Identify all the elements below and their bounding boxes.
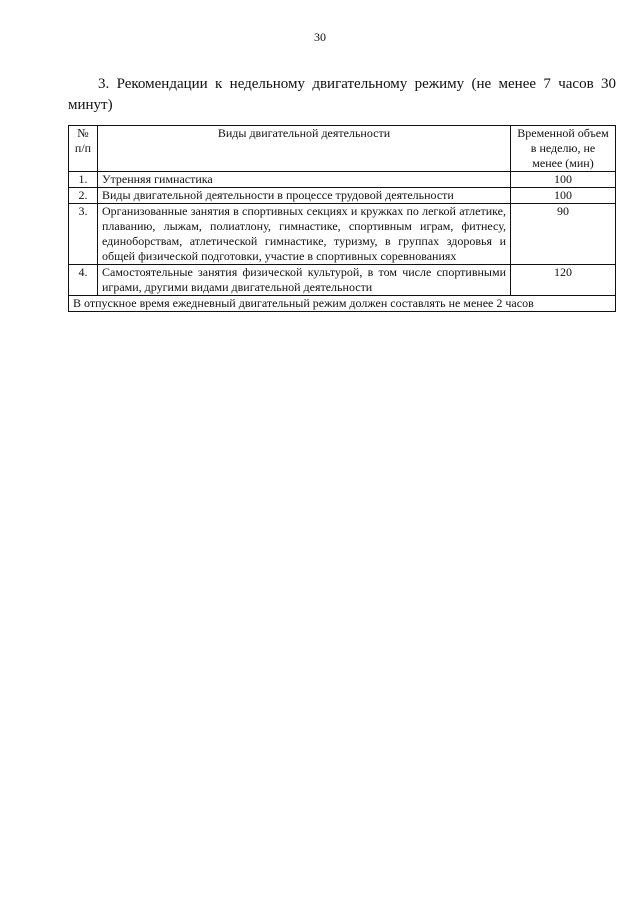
row-activity: Самостоятельные занятия физической культурой, в том числе спортивными играми, другими видами двигательной деятельности	[98, 265, 511, 296]
page-number: 30	[314, 30, 326, 44]
table-header-row	[69, 126, 616, 172]
table-row	[69, 204, 616, 265]
footer-note: В отпускное время ежедневный двигательный режим должен составлять не менее 2 часов	[69, 296, 616, 312]
table-row	[69, 265, 616, 296]
row-minutes: 100	[511, 188, 616, 204]
motor-regime-table	[68, 125, 616, 312]
row-minutes: 120	[511, 265, 616, 296]
row-activity: Организованные занятия в спортивных секциях и кружках по легкой атлетике, плаванию, лыжам, полиатлону, гимнастике, спортивным играм, фитнесу, единоборствам, атлетической гимнастике, туризму, в группах здоровья и общей физической подготовки, участие в спортивных соревнованиях	[98, 204, 511, 265]
row-minutes: 100	[511, 172, 616, 188]
table-row	[69, 188, 616, 204]
header-minutes: Временной объем в неделю, не менее (мин)	[511, 126, 616, 172]
header-number: № п/п	[69, 126, 98, 172]
row-activity: Утренняя гимнастика	[98, 172, 511, 188]
row-number: 4.	[69, 265, 98, 296]
row-number: 1.	[69, 172, 98, 188]
header-activity: Виды двигательной деятельности	[98, 126, 511, 172]
table-footer-row	[69, 296, 616, 312]
section-heading: 3. Рекомендации к недельному двигательному режиму (не менее 7 часов 30 минут)	[68, 76, 616, 113]
row-activity: Виды двигательной деятельности в процессе трудовой деятельности	[98, 188, 511, 204]
row-number: 3.	[69, 204, 98, 265]
table-row	[69, 172, 616, 188]
row-minutes: 90	[511, 204, 616, 265]
row-number: 2.	[69, 188, 98, 204]
